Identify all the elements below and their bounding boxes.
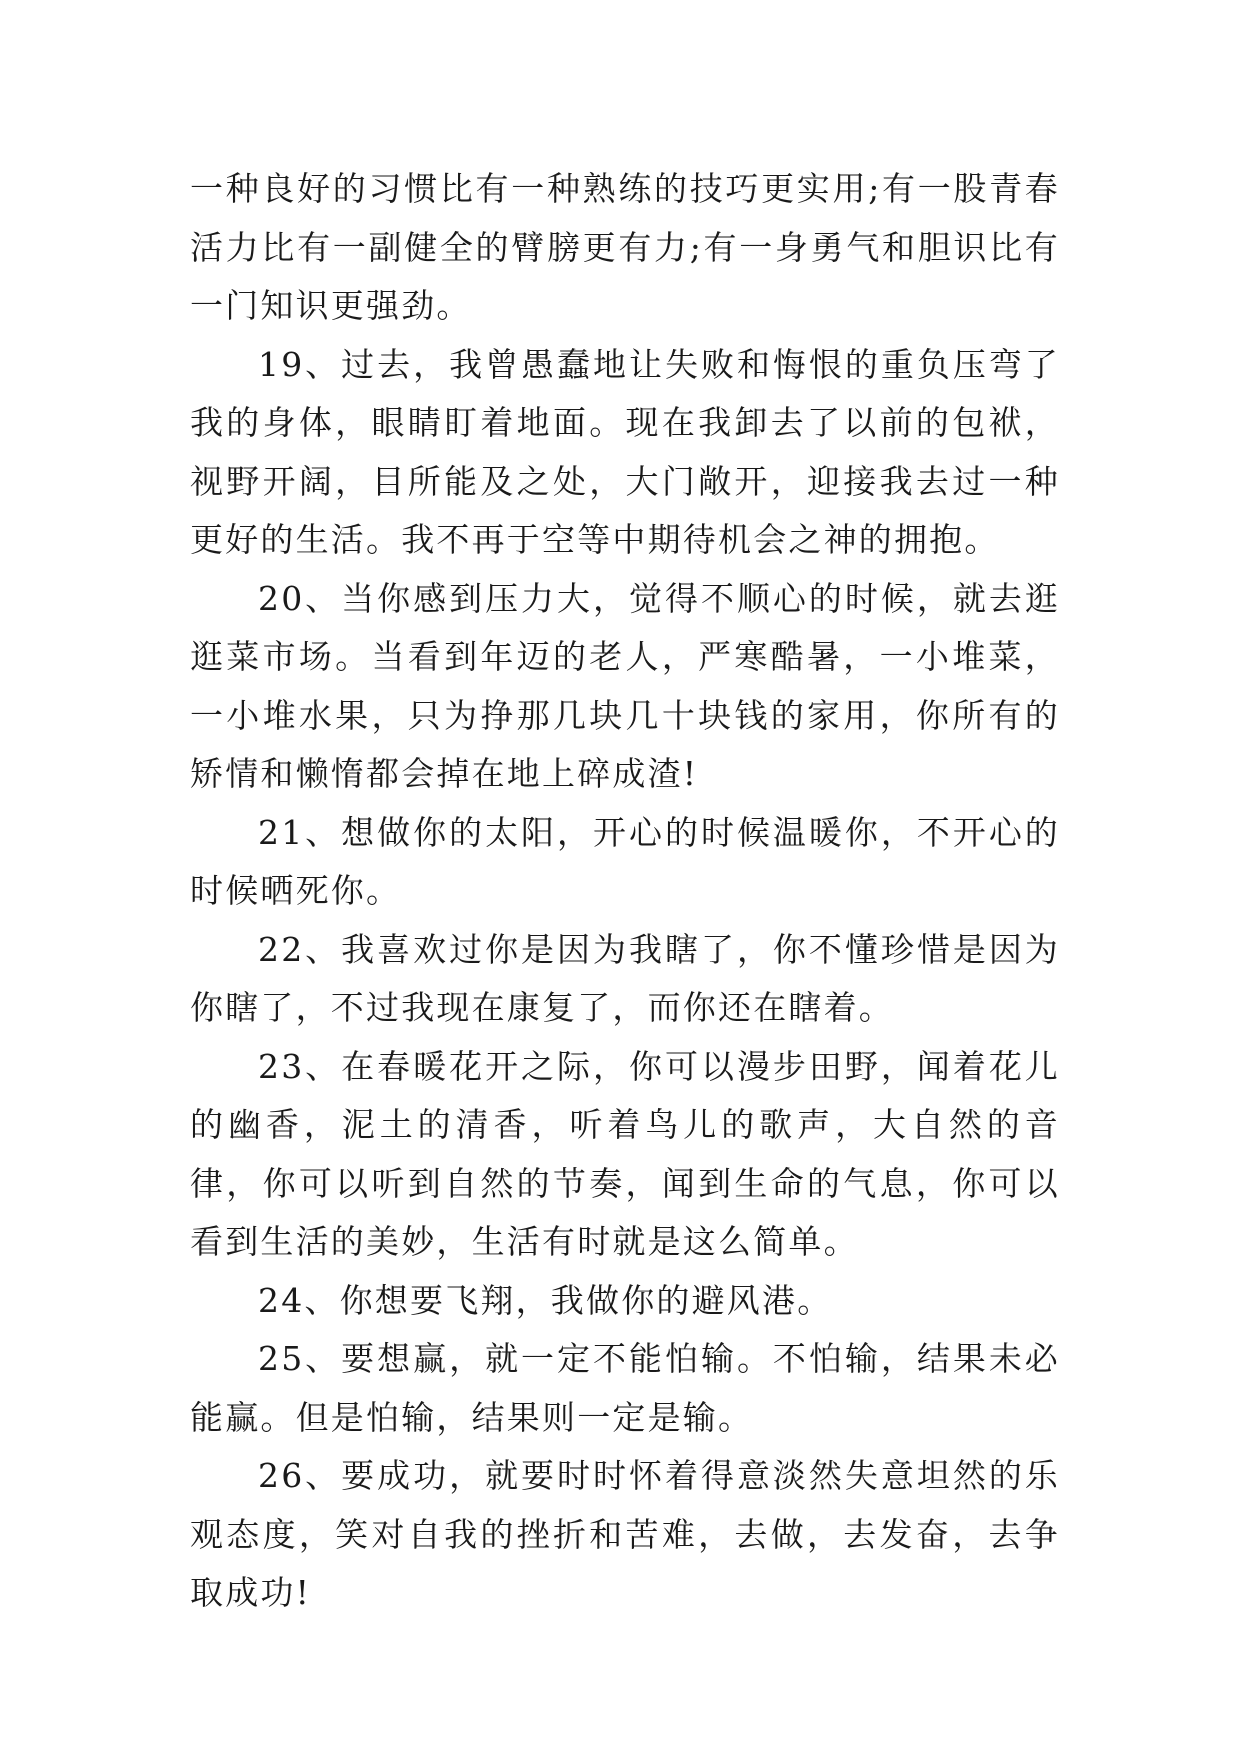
paragraph-continuation: 一种良好的习惯比有一种熟练的技巧更实用;有一股青春活力比有一副健全的臂膀更有力;有一身勇气和胆识比有一门知识更强劲。 [190, 169, 1060, 325]
document-page [190, 160, 1060, 1623]
paragraph-21: 21、想做你的太阳，开心的时候温暖你，不开心的时候晒死你。 [190, 812, 1060, 910]
paragraph-26: 26、要成功，就要时时怀着得意淡然失意坦然的乐观态度，笑对自我的挫折和苦难，去做，去发奋，去争取成功! [190, 1456, 1060, 1612]
paragraph-19: 19、过去，我曾愚蠢地让失败和悔恨的重负压弯了我的身体，眼睛盯着地面。现在我卸去了以前的包袱，视野开阔，目所能及之处，大门敞开，迎接我去过一种更好的生活。我不再于空等中期待机会之神的拥抱。 [190, 344, 1060, 559]
paragraph-25: 25、要想赢，就一定不能怕输。不怕输，结果未必能赢。但是怕输，结果则一定是输。 [190, 1339, 1060, 1437]
paragraph-22: 22、我喜欢过你是因为我瞎了，你不懂珍惜是因为你瞎了，不过我现在康复了，而你还在瞎着。 [190, 929, 1060, 1027]
paragraph-24: 24、你想要飞翔，我做你的避风港。 [258, 1280, 833, 1320]
paragraph-23: 23、在春暖花开之际，你可以漫步田野，闻着花儿的幽香，泥土的清香，听着鸟儿的歌声，大自然的音律，你可以听到自然的节奏，闻到生命的气息，你可以看到生活的美妙，生活有时就是这么简单。 [190, 1046, 1060, 1261]
paragraph-20: 20、当你感到压力大，觉得不顺心的时候，就去逛逛菜市场。当看到年迈的老人，严寒酷暑，一小堆菜，一小堆水果，只为挣那几块几十块钱的家用，你所有的矫情和懒惰都会掉在地上碎成渣! [190, 578, 1060, 793]
